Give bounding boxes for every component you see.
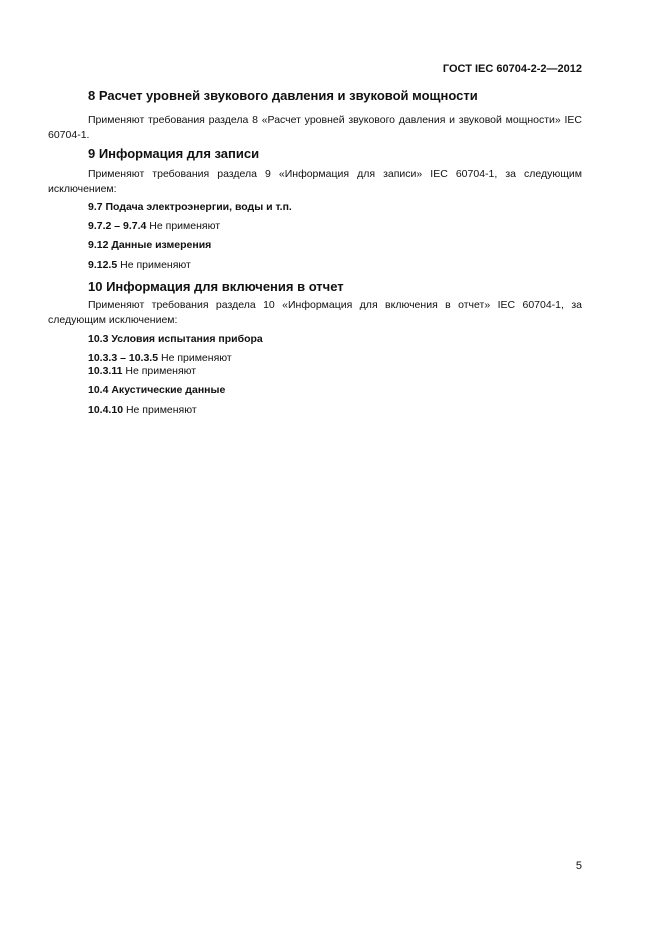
document-header: ГОСТ IEC 60704-2-2—2012 [442,63,582,75]
page-number: 5 [575,860,582,872]
section-8-text: Применяют требования раздела 8 «Расчет уровней звукового давления и звуковой мощности» IEC 60704-1. [48,114,582,141]
item-text: Не применяют [158,352,232,364]
item-text: Не применяют [146,220,221,232]
item-text: Не применяют [123,404,197,416]
item-number: 9.12.5 [88,259,118,271]
section-10-title: 10 Информация для включения в отчет [88,279,344,294]
section-9-text: Применяют требования раздела 9 «Информация для записи» IEC 60704-1, за следующим исключением: [48,168,582,195]
item-number: 10.3.11 [88,365,123,377]
item-10-3-11 [88,364,196,379]
item-text: Не применяют [117,259,191,271]
item-9-12-5 [88,258,191,273]
item-9-7-2 [88,219,220,234]
item-text: Не применяют [122,365,197,377]
item-10-4-10 [88,403,197,418]
subsection-9-7: 9.7 Подача электроэнергии, воды и т.п. [88,201,292,213]
section-9-title: 9 Информация для записи [88,146,260,161]
item-number: 10.4.10 [88,404,124,416]
subsection-9-12: 9.12 Данные измерения [88,239,212,251]
section-10-text: Применяют требования раздела 10 «Информация для включения в отчет» IEC 60704-1, за следующим исключением: [48,299,582,326]
subsection-10-3: 10.3 Условия испытания прибора [88,333,263,345]
item-number: 9.7.2 – 9.7.4 [88,220,147,232]
section-8-title: 8 Расчет уровней звукового давления и звуковой мощности [88,88,478,103]
subsection-10-4: 10.4 Акустические данные [88,384,226,396]
item-number: 10.3.3 – 10.3.5 [88,352,159,364]
